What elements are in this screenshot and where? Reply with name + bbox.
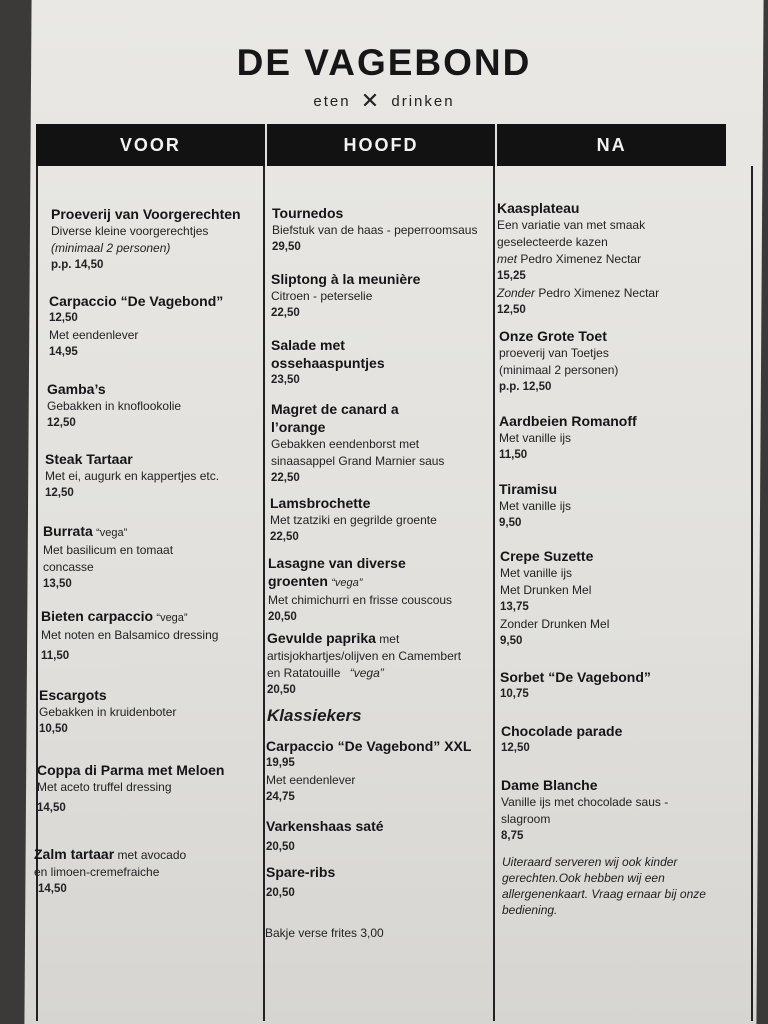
item-price: 29,50 xyxy=(272,241,301,253)
item-description: (minimaal 2 personen) xyxy=(499,363,619,377)
item-title: Aardbeien Romanoff xyxy=(499,413,637,429)
tagline xyxy=(0,88,768,114)
vega-tag: “vega” xyxy=(349,666,384,680)
item-description: Met basilicum en tomaat xyxy=(43,543,174,557)
menu-item xyxy=(500,547,609,650)
item-price: 12,50 xyxy=(49,312,78,324)
item-description: Een variatie van met smaak xyxy=(497,218,646,232)
option-text: Pedro Ximenez Nectar xyxy=(538,286,660,300)
item-description: Met Drunken Mel xyxy=(500,583,592,597)
item-description: geselecteerde kazen xyxy=(497,235,608,249)
item-description: en Ratatouille xyxy=(267,666,341,680)
item-price: 10,50 xyxy=(39,723,68,735)
item-title: Burrata xyxy=(43,523,93,539)
tagline-drinken: drinken xyxy=(391,93,455,110)
item-price: 20,50 xyxy=(266,841,295,853)
menu-item xyxy=(41,607,218,665)
item-title: Tiramisu xyxy=(499,481,558,497)
item-description: Vanille ijs met chocolade saus - xyxy=(501,795,669,809)
item-description: Biefstuk van de haas - peperroomsaus xyxy=(272,223,478,237)
side-dish-note: Bakje verse frites 3,00 xyxy=(265,926,384,940)
item-title: Salade met xyxy=(271,337,345,353)
item-description: Met eendenlever xyxy=(266,773,356,787)
item-title: Gamba’s xyxy=(47,381,106,397)
item-price: 8,75 xyxy=(501,830,524,842)
column-header-na: NA xyxy=(596,134,627,155)
menu-item xyxy=(37,761,224,817)
item-price: 15,25 xyxy=(497,270,526,282)
item-description: proeverij van Toetjes xyxy=(499,346,609,360)
item-price: 22,50 xyxy=(270,531,299,543)
menu-item xyxy=(272,204,477,256)
item-description: Met vanille ijs xyxy=(500,566,573,580)
item-price: p.p. 14,50 xyxy=(51,259,104,271)
item-price: 12,50 xyxy=(47,417,76,429)
menu-item xyxy=(499,327,618,396)
menu-item xyxy=(500,668,651,703)
item-title: Lasagne van diverse xyxy=(268,555,406,571)
restaurant-name: DE VAGEBOND xyxy=(236,42,532,83)
item-description: Met vanille ijs xyxy=(499,431,572,445)
menu-item xyxy=(51,205,241,274)
option-label: Zonder xyxy=(497,286,536,300)
menu-item xyxy=(34,845,186,898)
item-description: Met chimichurri en frisse couscous xyxy=(268,593,453,607)
item-description: sinaasappel Grand Marnier saus xyxy=(271,454,445,468)
vega-tag: “vega” xyxy=(156,612,188,624)
item-price: 11,50 xyxy=(41,650,70,662)
item-price: 23,50 xyxy=(271,374,300,386)
item-title: Zalm tartaar xyxy=(34,846,115,862)
item-price: 20,50 xyxy=(268,611,297,623)
item-description: (minimaal 2 personen) xyxy=(51,241,171,255)
column-header-bar xyxy=(36,124,726,166)
item-title-rest: met xyxy=(379,632,400,646)
menu-item xyxy=(45,450,219,502)
item-title: Escargots xyxy=(39,687,107,703)
item-description: Met ei, augurk en kappertjes etc. xyxy=(45,469,220,483)
menu-item xyxy=(501,776,668,845)
item-price: 12,50 xyxy=(45,487,74,499)
item-price: 11,50 xyxy=(499,449,528,461)
item-title: Gevulde paprika xyxy=(267,630,376,646)
item-title: Carpaccio “De Vagebond” xyxy=(49,293,224,309)
item-price: 19,95 xyxy=(266,757,295,769)
menu-item xyxy=(266,817,384,856)
item-price: 14,50 xyxy=(38,883,67,895)
item-title: Lamsbrochette xyxy=(270,495,371,511)
item-price: 22,50 xyxy=(271,307,300,319)
menu-item xyxy=(499,412,637,464)
menu-item xyxy=(501,722,622,757)
menu-item xyxy=(39,686,176,738)
item-description: slagroom xyxy=(501,812,551,826)
menu-item xyxy=(47,380,181,432)
item-price: 13,50 xyxy=(43,578,72,590)
item-title: Sorbet “De Vagebond” xyxy=(500,669,651,685)
menu-item xyxy=(49,292,223,361)
menu-item xyxy=(271,270,420,322)
item-title: Magret de canard a xyxy=(271,401,399,417)
item-price: 24,75 xyxy=(266,791,295,803)
item-title: ossehaaspuntjes xyxy=(271,355,385,371)
item-title: Chocolade parade xyxy=(501,723,623,739)
item-price: 20,50 xyxy=(266,887,295,899)
item-title: Carpaccio “De Vagebond” XXL xyxy=(266,738,472,754)
item-price: 13,75 xyxy=(500,601,529,613)
vega-tag: “vega” xyxy=(96,527,128,539)
item-title: l’orange xyxy=(271,419,326,435)
item-title: Sliptong à la meunière xyxy=(271,271,421,287)
item-title: Steak Tartaar xyxy=(45,451,133,467)
menu-item xyxy=(268,554,452,626)
menu-item xyxy=(499,480,571,532)
item-title: Spare-ribs xyxy=(266,864,336,880)
item-title: Crepe Suzette xyxy=(500,548,594,564)
item-description: Gebakken in kruidenboter xyxy=(39,705,177,719)
vega-tag: “vega” xyxy=(331,577,363,589)
menu-item xyxy=(266,737,471,806)
menu-item xyxy=(271,400,444,487)
item-price: 20,50 xyxy=(267,684,296,696)
column-divider xyxy=(493,166,495,1021)
klassiekers-heading: Klassiekers xyxy=(267,706,362,725)
item-price: 9,50 xyxy=(500,635,523,647)
column-divider xyxy=(751,166,753,1021)
item-description: Citroen - peterselie xyxy=(271,289,373,303)
item-price: 10,75 xyxy=(500,688,529,700)
item-title-rest: met avocado xyxy=(117,848,187,862)
column-header-hoofd: HOOFD xyxy=(267,124,498,166)
item-description: concasse xyxy=(43,560,94,574)
item-description: Gebakken in knoflookolie xyxy=(47,399,182,413)
option-label: met xyxy=(497,252,518,266)
item-description: en limoen-cremefraiche xyxy=(34,865,160,879)
menu-item xyxy=(267,629,461,699)
item-price: 14,50 xyxy=(37,802,66,814)
item-title: Dame Blanche xyxy=(501,777,598,793)
item-description: Met vanille ijs xyxy=(499,499,572,513)
item-description: Gebakken eendenborst met xyxy=(271,437,420,451)
cutlery-cross-icon: ✕ xyxy=(360,88,382,113)
menu-item xyxy=(43,522,173,593)
item-title: Varkenshaas saté xyxy=(266,818,384,834)
item-price: 22,50 xyxy=(271,472,300,484)
item-description: artisjokhartjes/olijven en Camembert xyxy=(267,649,462,663)
item-price: 9,50 xyxy=(499,517,522,529)
item-price: 12,50 xyxy=(497,304,526,316)
menu-item xyxy=(270,494,437,546)
item-price: 14,95 xyxy=(49,346,78,358)
menu-item xyxy=(497,199,659,319)
footer-note: Uiteraard serveren wij ook kinder gerechten.Ook hebben wij een allergenenkaart. Vraag ernaar bij onze bediening. xyxy=(502,855,706,917)
item-description: Diverse kleine voorgerechtjes xyxy=(51,224,209,238)
item-title: Kaasplateau xyxy=(497,200,580,216)
item-title: Tournedos xyxy=(272,205,344,221)
menu-item xyxy=(271,336,385,389)
option-text: Pedro Ximenez Nectar xyxy=(520,252,642,266)
item-price: 12,50 xyxy=(501,742,530,754)
column-divider xyxy=(263,166,265,1021)
item-description: Met noten en Balsamico dressing xyxy=(41,628,219,642)
column-header-voor: VOOR xyxy=(36,124,267,166)
item-description: Zonder Drunken Mel xyxy=(500,617,610,631)
item-description: Met tzatziki en gegrilde groente xyxy=(270,513,437,527)
tagline-eten: eten xyxy=(313,93,351,110)
item-title: Coppa di Parma met Meloen xyxy=(37,762,225,778)
item-title: groenten xyxy=(268,573,328,589)
menu-item xyxy=(266,863,335,902)
item-description: Met aceto truffel dressing xyxy=(37,780,172,794)
item-title: Proeverij van Voorgerechten xyxy=(51,206,241,222)
item-description: Met eendenlever xyxy=(49,328,139,342)
item-price: p.p. 12,50 xyxy=(499,381,552,393)
item-title: Onze Grote Toet xyxy=(499,328,607,344)
item-title: Bieten carpaccio xyxy=(41,608,154,624)
